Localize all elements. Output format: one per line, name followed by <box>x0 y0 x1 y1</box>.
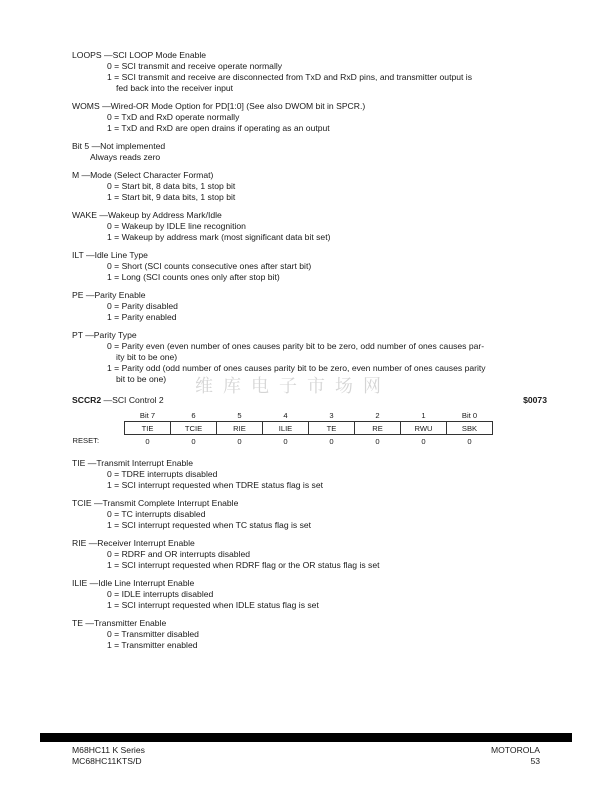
bit-option <box>107 640 547 651</box>
bit-description <box>72 290 547 323</box>
bit-number-label: 4 <box>283 410 288 420</box>
bit-description-title: WAKE —Wakeup by Address Mark/Idle <box>72 210 222 220</box>
footer-company: MOTOROLA <box>490 745 540 755</box>
bit-description <box>72 50 547 94</box>
bit-option <box>107 301 547 312</box>
bit-option <box>107 549 547 560</box>
bit-option-text: 1 = SCI interrupt requested when TDRE status flag is set <box>107 480 323 490</box>
bit-option-text: 0 = TC interrupts disabled <box>107 509 206 519</box>
bit-option-text: 0 = SCI transmit and receive operate normally <box>107 61 283 71</box>
bit-option <box>107 509 547 520</box>
bit-option <box>107 232 547 243</box>
footer-rule <box>40 733 572 742</box>
bit-name-cell: TCIE <box>171 422 217 435</box>
bit-description-title: ILIE —Idle Line Interrupt Enable <box>72 578 195 588</box>
bit-descriptions-top <box>72 50 547 385</box>
reset-value-cell: 0 <box>283 437 288 446</box>
bit-option-text: 1 = TxD and RxD are open drains if operating as an output <box>107 123 330 133</box>
bit-number-label: Bit 0 <box>461 410 478 420</box>
bit-number-label: 5 <box>237 410 242 420</box>
footer-right <box>491 745 540 767</box>
bit-options <box>72 221 547 243</box>
register-description: —SCI Control 2 <box>101 395 164 405</box>
bit-option <box>107 520 547 531</box>
bit-name-cell: TE <box>309 422 355 435</box>
bit-option-text: 1 = Start bit, 9 data bits, 1 stop bit <box>107 192 236 202</box>
bit-option <box>107 112 547 123</box>
bit-name-cell: RWU <box>401 422 447 435</box>
bit-description-title: ILT —Idle Line Type <box>72 250 148 260</box>
bit-option-text: 0 = RDRF and OR interrupts disabled <box>107 549 251 559</box>
footer-doc-number: MC68HC11KTS/D <box>72 756 142 766</box>
bit-option-text: 1 = SCI interrupt requested when TC status flag is set <box>107 520 312 530</box>
bit-descriptions-bottom <box>72 458 547 651</box>
bit-description-title: WOMS —Wired-OR Mode Option for PD[1:0] (See also DWOM bit in SPCR.) <box>72 101 366 111</box>
bit-options <box>72 509 547 531</box>
reset-value-cell: 0 <box>467 437 472 446</box>
bit-option-text: 0 = Wakeup by IDLE line recognition <box>107 221 246 231</box>
bit-option <box>107 192 547 203</box>
bit-option-text: 1 = Parity enabled <box>107 312 177 322</box>
register-name: SCCR2 <box>72 395 102 405</box>
watermark: 维库电子市场网 <box>195 376 391 396</box>
footer-series: M68HC11 K Series <box>72 745 145 755</box>
reset-value-cell: 0 <box>375 437 380 446</box>
bit-description-title: LOOPS —SCI LOOP Mode Enable <box>72 50 207 60</box>
bit-description <box>72 618 547 651</box>
bit-option <box>107 123 547 134</box>
bit-option-continuation: bit to be one) <box>116 374 167 384</box>
bit-description-title: TIE —Transmit Interrupt Enable <box>72 458 193 468</box>
page-content <box>72 50 547 658</box>
bit-options <box>72 61 547 94</box>
bit-option-continuation: ity bit to be one) <box>116 352 178 362</box>
bit-description-title: TCIE —Transmit Complete Interrupt Enable <box>72 498 239 508</box>
bit-options <box>72 589 547 611</box>
bit-name-cell: TIE <box>125 422 171 435</box>
bit-description-title: Bit 5 —Not implemented <box>72 141 166 151</box>
bit-description <box>72 141 547 163</box>
bit-options <box>72 261 547 283</box>
bit-option <box>107 600 547 611</box>
bit-number-label: 6 <box>191 410 196 420</box>
bit-description <box>72 250 547 283</box>
bit-option-text: 0 = IDLE interrupts disabled <box>107 589 214 599</box>
bit-option-text: 0 = Parity even (even number of ones causes parity bit to be zero, odd number of ones causes par- <box>107 341 485 351</box>
bit-option-text: 0 = Short (SCI counts consecutive ones after start bit) <box>107 261 312 271</box>
bit-description <box>72 330 547 385</box>
bit-number-label: Bit 7 <box>139 410 156 420</box>
bit-option <box>107 72 547 94</box>
bit-options <box>72 181 547 203</box>
bit-option-text: 1 = Wakeup by address mark (most significant data bit set) <box>107 232 331 242</box>
footer-left <box>72 745 145 767</box>
reset-value-row <box>125 435 493 449</box>
bit-description <box>72 210 547 243</box>
bit-description <box>72 538 547 571</box>
bit-options <box>72 112 547 134</box>
bit-option-text: 0 = Parity disabled <box>107 301 178 311</box>
bit-description-title: M —Mode (Select Character Format) <box>72 170 214 180</box>
register-bit-table <box>72 409 493 448</box>
bit-name-cell: RE <box>355 422 401 435</box>
bit-description-title: TE —Transmitter Enable <box>72 618 167 628</box>
reset-value-cell: 0 <box>421 437 426 446</box>
bit-option <box>107 272 547 283</box>
bit-description <box>72 578 547 611</box>
bit-description <box>72 170 547 203</box>
bit-name-row <box>125 422 493 435</box>
bit-option-text: 1 = Long (SCI counts ones only after stop bit) <box>107 272 280 282</box>
bit-option <box>107 312 547 323</box>
page-number: 53 <box>530 756 540 766</box>
reset-value-cell: 0 <box>191 437 196 446</box>
bit-option <box>107 61 547 72</box>
bit-number-row <box>125 409 493 422</box>
reset-value-cell: 0 <box>237 437 242 446</box>
bit-name-cell: ILIE <box>263 422 309 435</box>
bit-option-text: 0 = Transmitter disabled <box>107 629 199 639</box>
bit-option-text: 0 = TxD and RxD operate normally <box>107 112 240 122</box>
bit-options <box>72 341 547 385</box>
bit-number-label: 2 <box>375 410 380 420</box>
bit-option-text: 0 = TDRE interrupts disabled <box>107 469 218 479</box>
bit-option <box>107 261 547 272</box>
bit-option-text: 1 = SCI interrupt requested when RDRF flag or the OR status flag is set <box>107 560 380 570</box>
reset-label: RESET: <box>72 436 100 445</box>
bit-option <box>107 221 547 232</box>
bit-options <box>72 301 547 323</box>
bit-description <box>72 101 547 134</box>
bit-number-label: 3 <box>329 410 334 420</box>
register-header <box>72 395 547 409</box>
bit-number-label: 1 <box>421 410 426 420</box>
bit-option <box>107 363 547 385</box>
bit-description <box>72 498 547 531</box>
bit-option <box>107 589 547 600</box>
register-address: $0073 <box>523 395 547 405</box>
bit-option <box>107 629 547 640</box>
bit-options <box>72 469 547 491</box>
bit-option <box>107 560 547 571</box>
bit-description <box>72 458 547 491</box>
bit-options <box>72 549 547 571</box>
bit-name-cell: RIE <box>217 422 263 435</box>
bit-description-title: RIE —Receiver Interrupt Enable <box>72 538 195 548</box>
bit-option-text: 1 = SCI interrupt requested when IDLE status flag is set <box>107 600 319 610</box>
bit-option-continuation: fed back into the receiver input <box>116 83 234 93</box>
bit-option <box>107 181 547 192</box>
bit-option-text: 1 = Parity odd (odd number of ones causes parity bit to be zero, even number of ones causes parity <box>107 363 486 373</box>
bit-description-title: PT —Parity Type <box>72 330 137 340</box>
bit-option-text: 1 = Transmitter enabled <box>107 640 198 650</box>
bit-description-title: PE —Parity Enable <box>72 290 146 300</box>
bit-name-cell: SBK <box>447 422 493 435</box>
bit-option <box>107 469 547 480</box>
reset-value-cell: RESET: 0 <box>72 436 150 446</box>
bit-option <box>107 480 547 491</box>
bit-options <box>72 629 547 651</box>
bit-option <box>107 341 547 363</box>
bit-option-text: 1 = SCI transmit and receive are disconnected from TxD and RxD pins, and transmitter output is <box>107 72 473 82</box>
bit-option-text: 0 = Start bit, 8 data bits, 1 stop bit <box>107 181 236 191</box>
bit-description-note: Always reads zero <box>90 152 161 162</box>
reset-value-cell: 0 <box>329 437 334 446</box>
